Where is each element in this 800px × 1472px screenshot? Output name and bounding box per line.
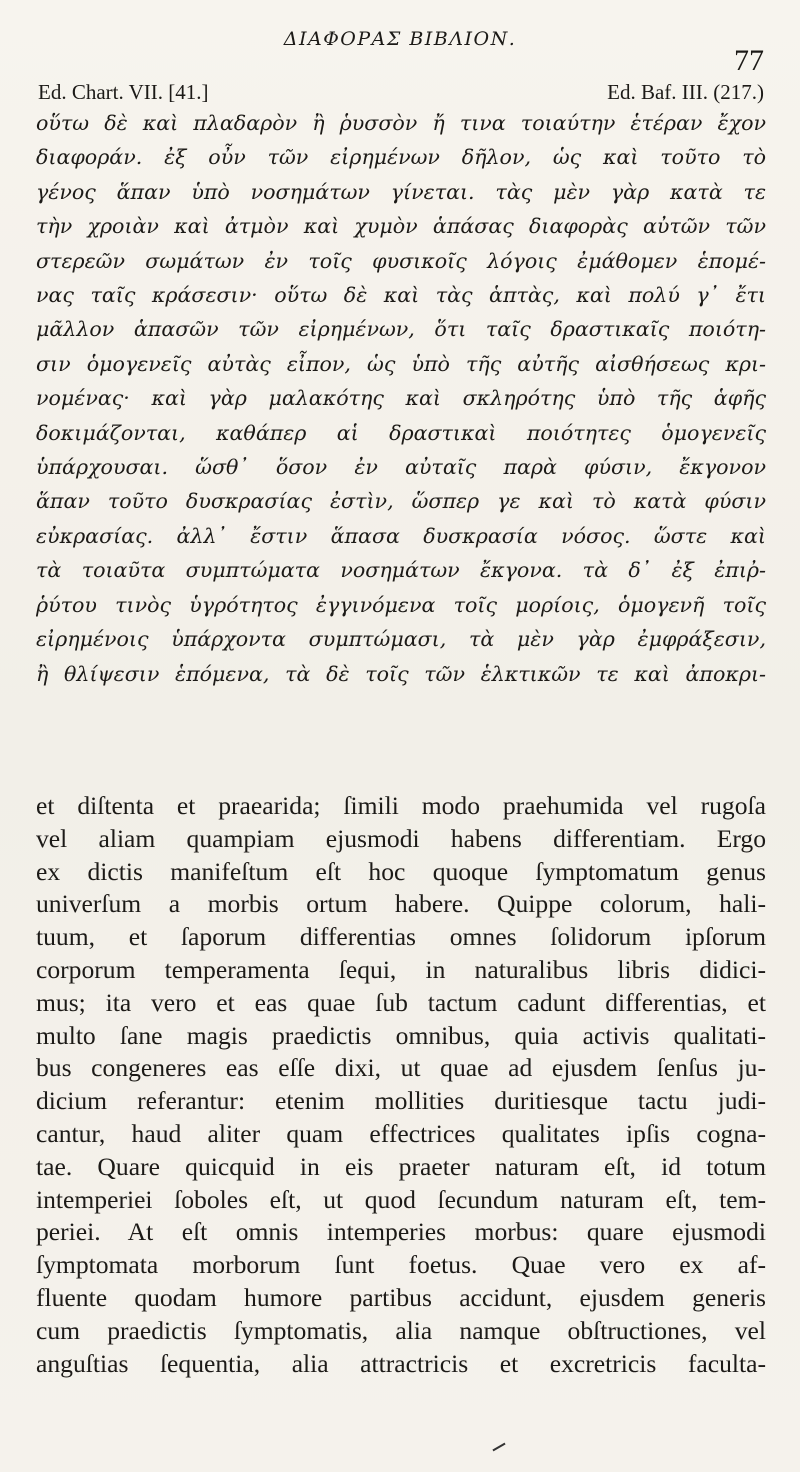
latin-line: corporum temperamenta ſequi, in naturalibus libris didici-: [36, 954, 766, 984]
latin-line: vel aliam quampiam ejusmodi habens differentiam. Ergo: [36, 823, 766, 853]
latin-line: mus; ita vero et eas quae ſub tactum cadunt differentias, et: [36, 987, 766, 1017]
greek-line: διαφοράν. ἐξ οὖν τῶν εἰρημένων δῆλον, ὡς καὶ τοῦτο τὸ: [36, 145, 766, 170]
latin-line: tae. Quare quicquid in eis praeter naturam eſt, id totum: [36, 1151, 766, 1181]
greek-line: εἰρημένοις ὑπάρχοντα συμπτώμασι, τὰ μὲν γὰρ ἐμφράξεσιν,: [36, 627, 766, 652]
greek-line: δοκιμάζονται, καθάπερ αἱ δραστικαὶ ποιότητες ὁμογενεῖς: [36, 420, 766, 445]
latin-line: cantur, haud aliter quam effectrices qualitates ipſis cogna-: [36, 1118, 766, 1148]
greek-line: νομένας· καὶ γὰρ μαλακότης καὶ σκληρότης ὑπὸ τῆς ἁφῆς: [36, 386, 766, 411]
greek-line: στερεῶν σωμάτων ἐν τοῖς φυσικοῖς λόγοις ἐμάθομεν ἑπομέ-: [36, 248, 766, 273]
greek-line: οὕτω δὲ καὶ πλαδαρὸν ἢ ῥυσσὸν ἤ τινα τοιαύτην ἑτέραν ἔχον: [36, 111, 766, 135]
latin-line: bus congeneres eas eſſe dixi, ut quae ad ejusdem ſenſus ju-: [36, 1053, 766, 1083]
latin-line: et diſtenta et praearida; ſimili modo praehumida vel rugoſa: [36, 791, 766, 820]
latin-line: multo ſane magis praedictis omnibus, quia activis qualitati-: [36, 1020, 766, 1050]
latin-line: fluente quodam humore partibus accidunt, ejusdem generis: [36, 1282, 766, 1312]
latin-line: cum praedictis ſymptomatis, alia namque obſtructiones, vel: [36, 1315, 766, 1345]
latin-line: intemperiei ſoboles eſt, ut quod ſecundum naturam eſt, tem-: [36, 1184, 766, 1214]
greek-line: ὑπάρχουσαι. ὥσθ᾽ ὅσον ἐν αὐταῖς παρὰ φύσιν, ἔκγονον: [36, 455, 766, 480]
greek-line: σιν ὁμογενεῖς αὐτὰς εἶπον, ὡς ὑπὸ τῆς αὐτῆς αἰσθήσεως κρι-: [36, 351, 766, 376]
latin-text-block: [36, 790, 766, 1380]
stray-print-mark: [492, 1443, 505, 1452]
greek-line: τὰ τοιαῦτα συμπτώματα νοσημάτων ἔκγονα. τὰ δ᾽ ἐξ ἐπιῤ-: [36, 558, 766, 583]
greek-line: τὴν χροιὰν καὶ ἀτμὸν καὶ χυμὸν ἁπάσας διαφορὰς αὐτῶν τῶν: [36, 214, 766, 239]
edition-reference-basel: Ed. Baf. III. (217.): [607, 80, 764, 104]
latin-line: dicium referantur: etenim mollities duritiesque tactu judi-: [36, 1086, 766, 1116]
edition-reference-chartier: Ed. Chart. VII. [41.]: [38, 80, 209, 104]
greek-line: μᾶλλον ἁπασῶν τῶν εἰρημένων, ὅτι ταῖς δραστικαῖς ποιότη-: [36, 317, 766, 342]
latin-line: ex dictis manifeſtum eſt hoc quoque ſymptomatum genus: [36, 856, 766, 886]
greek-line: ἢ θλίψεσιν ἑπόμενα, τὰ δὲ τοῖς τῶν ἑλκτικῶν τε καὶ ἀποκρι-: [36, 661, 766, 686]
page-number: 77: [734, 44, 764, 77]
latin-line: periei. At eſt omnis intemperies morbus: quare ejusmodi: [36, 1217, 766, 1247]
greek-line: ἅπαν τοῦτο δυσκρασίας ἐστὶν, ὥσπερ γε καὶ τὸ κατὰ φύσιν: [36, 489, 766, 514]
greek-line: γένος ἅπαν ὑπὸ νοσημάτων γίνεται. τὰς μὲν γὰρ κατὰ τε: [36, 179, 766, 204]
greek-text-block: [36, 106, 766, 691]
latin-line: ſymptomata morborum ſunt foetus. Quae vero ex af-: [36, 1250, 766, 1280]
running-title: ΔΙΑΦΟΡΑΣ ΒΙΒΛΙΟΝ.: [283, 28, 517, 50]
greek-line: νας ταῖς κράσεσιν· οὕτω δὲ καὶ τὰς ἁπτὰς, καὶ πολύ γ᾽ ἔτι: [36, 283, 766, 308]
latin-line: univerſum a morbis ortum habere. Quippe colorum, hali-: [36, 889, 766, 919]
greek-line: εὐκρασίας. ἀλλ᾽ ἔστιν ἅπασα δυσκρασία νόσος. ὥστε καὶ: [36, 523, 766, 548]
latin-line: anguſtias ſequentia, alia attractricis et excretricis faculta-: [36, 1348, 766, 1378]
latin-line: tuum, et ſaporum differentias omnes ſolidorum ipſorum: [36, 922, 766, 952]
greek-line: ῥύτου τινὸς ὑγρότητος ἐγγινόμενα τοῖς μορίοις, ὁμογενῆ τοῖς: [36, 592, 766, 617]
